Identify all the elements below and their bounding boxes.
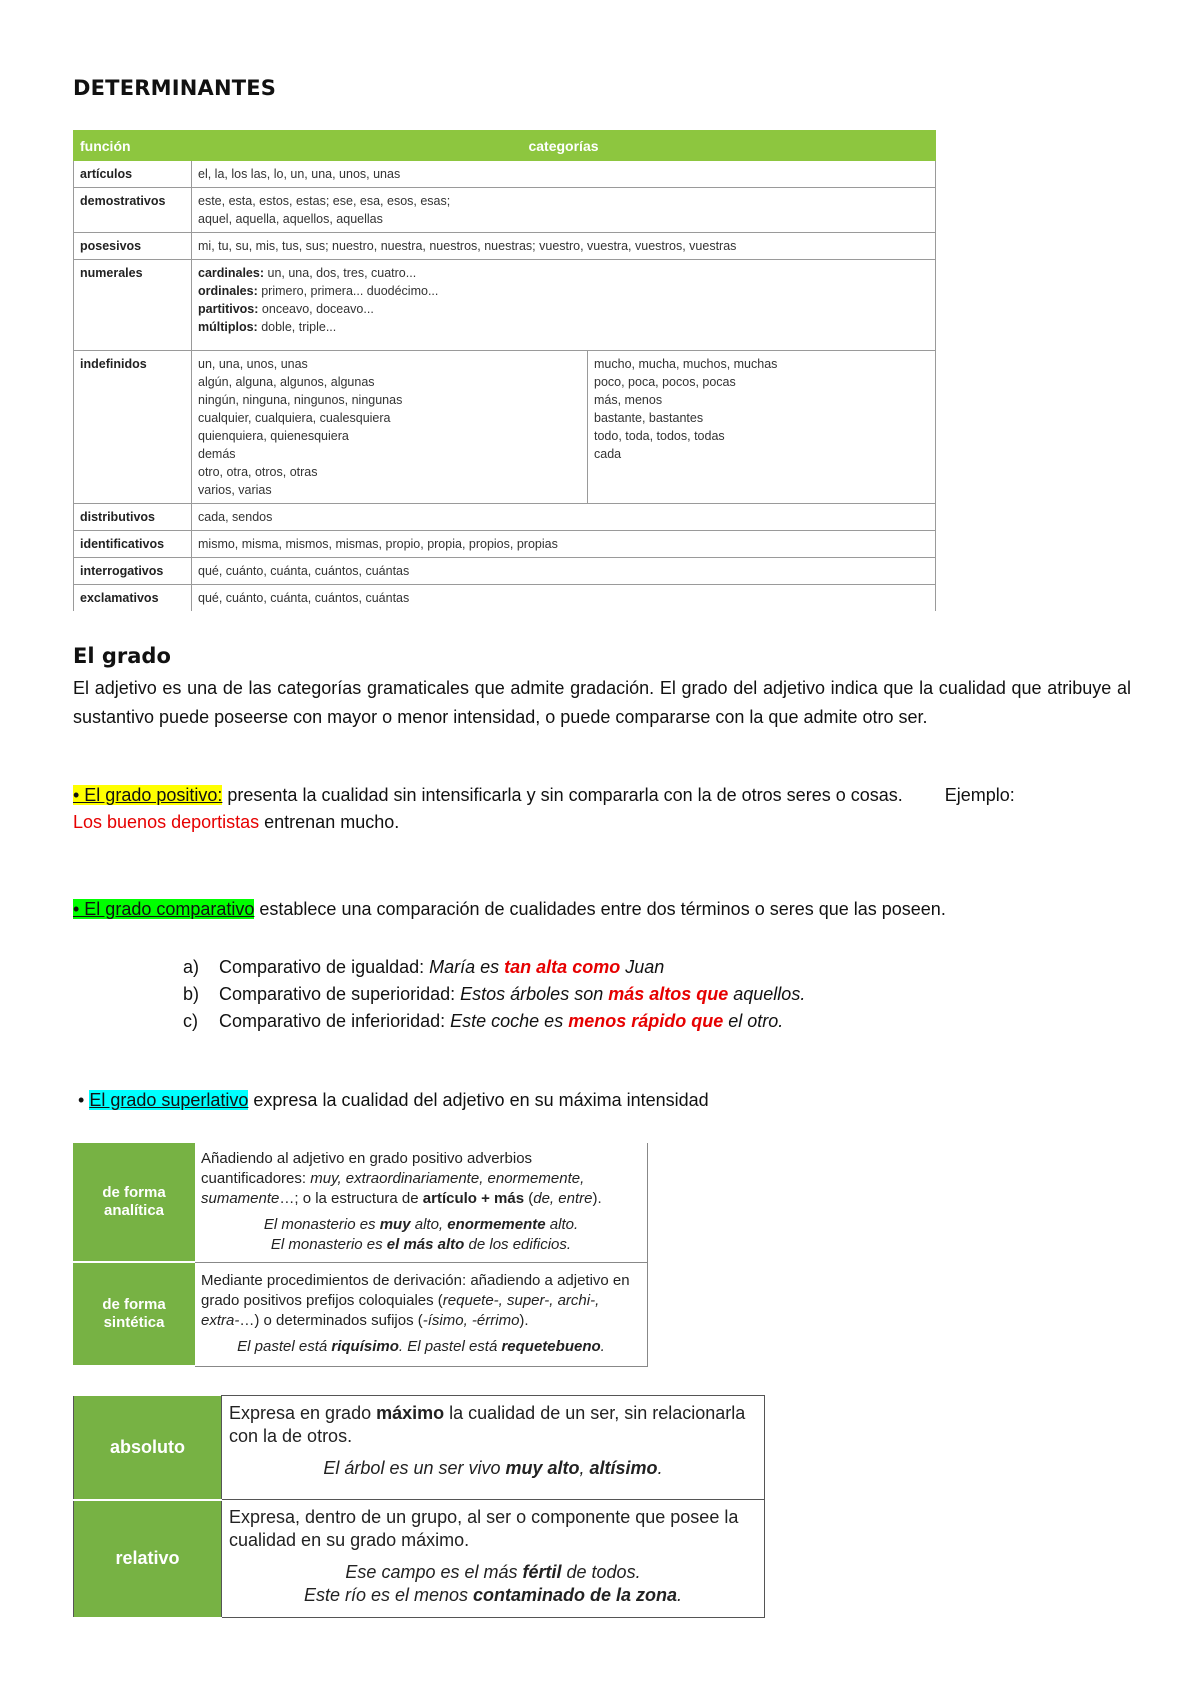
row-values: qué, cuánto, cuánta, cuántos, cuántas [192,585,936,612]
forma-table [73,1143,648,1367]
list-item: b) Comparativo de superioridad: Estos árboles son más altos que aquellos. [183,984,806,1004]
table-row [74,585,936,612]
table-row [74,233,936,260]
table-row [74,1500,765,1618]
comparativo-label: • El grado comparativo [73,899,255,919]
row-values: cardinales: un, una, dos, tres, cuatro... ordinales: primero, primera... duodécimo... partitivos: onceavo, doceavo... múltiplos: doble, triple... [192,260,936,351]
table-row [74,504,936,531]
row-values: cada, sendos [192,504,936,531]
row-func: posesivos [74,233,192,260]
row-values: mismo, misma, mismos, mismas, propio, propia, propios, propias [192,531,936,558]
positivo-label: • El grado positivo: [73,785,223,805]
row-func: identificativos [74,531,192,558]
determinantes-table [73,130,936,611]
example-red: Los buenos deportistas [73,812,260,832]
row-values-col1: un, una, unos, unas algún, alguna, algunos, algunas ningún, ninguna, ningunos, ningunas cualquier, cualquiera, cualesquiera quienquiera, quienesquiera demás otro, otra, otros, otras varios, varias [192,351,588,504]
header-categorias: categorías [192,131,936,161]
label-relativo: relativo [74,1500,222,1618]
table-row [73,1262,648,1366]
table-row [74,161,936,188]
row-values: este, esta, estos, estas; ese, esa, esos, esas; aquel, aquella, aquellos, aquellas [192,188,936,233]
row-values-col2: mucho, mucha, muchos, muchas poco, poca, pocos, pocas más, menos bastante, bastantes todo, toda, todos, todas cada [588,351,936,504]
label-analitica: de forma analítica [73,1143,195,1262]
positivo-paragraph: • El grado positivo: presenta la cualidad sin intensificarla y sin compararla con la de otros seres o cosas. Ejemplo: Los buenos deportistas entrenan mucho. [73,785,1015,832]
table-row [74,531,936,558]
table-row [74,260,936,351]
row-func: distributivos [74,504,192,531]
row-func: exclamativos [74,585,192,612]
section-heading-grado: El grado [73,644,171,668]
label-absoluto: absoluto [74,1396,222,1500]
intro-paragraph: El adjetivo es una de las categorías gramaticales que admite gradación. El grado del adjetivo indica que la cualidad que atribuye al sustantivo puede poseerse con mayor o menor intensidad, o puede compararse con la que admite otro ser. [73,678,1131,727]
table-row [74,1396,765,1500]
comparativo-list [183,954,805,1035]
list-item: a) Comparativo de igualdad: María es tan alta como Juan [183,957,665,977]
page-title: DETERMINANTES [73,76,277,100]
superlativo-label: El grado superlativo [89,1090,249,1110]
row-func: interrogativos [74,558,192,585]
row-values: qué, cuánto, cuánta, cuántos, cuántas [192,558,936,585]
row-func: artículos [74,161,192,188]
table-row [74,188,936,233]
table-row [74,351,936,504]
relativo-text: Expresa, dentro de un grupo, al ser o componente que posee la cualidad en su grado máximo. Ese campo es el más fértil de todos. Este río es el menos contaminado de la zona. [222,1500,765,1618]
label-sintetica: de forma sintética [73,1262,195,1366]
absoluto-text: Expresa en grado máximo la cualidad de un ser, sin relacionarla con la de otros. El árbol es un ser vivo muy alto, altísimo. [222,1396,765,1500]
absoluto-relativo-table [73,1395,765,1619]
row-func: indefinidos [74,351,192,504]
list-item: c) Comparativo de inferioridad: Este coche es menos rápido que el otro. [183,1011,784,1031]
row-func: demostrativos [74,188,192,233]
sintetica-text: Mediante procedimientos de derivación: añadiendo a adjetivo en grado positivos prefijos coloquiales (requete-, super-, archi-, extra-…) o determinados sufijos (-ísimo, -érrimo). El pastel está riquísimo. El pastel está requetebueno. [195,1262,648,1366]
table-row [73,1143,648,1262]
row-func: numerales [74,260,192,351]
ejemplo-label: Ejemplo: [944,785,1015,805]
comparativo-paragraph: • El grado comparativo establece una comparación de cualidades entre dos términos o seres que las poseen. [73,899,946,919]
row-values: el, la, los las, lo, un, una, unos, unas [192,161,936,188]
analitica-text: Añadiendo al adjetivo en grado positivo adverbios cuantificadores: muy, extraordinariamente, enormemente, sumamente…; o la estructura de artículo + más (de, entre). El monasterio es muy alto, enormemente alto. El monasterio es el más alto de los edificios. [195,1143,648,1262]
row-values: mi, tu, su, mis, tus, sus; nuestro, nuestra, nuestros, nuestras; vuestro, vuestra, vuestros, vuestras [192,233,936,260]
header-funcion: función [74,131,192,161]
superlativo-paragraph: • El grado superlativo expresa la cualidad del adjetivo en su máxima intensidad [78,1090,709,1110]
table-row [74,558,936,585]
